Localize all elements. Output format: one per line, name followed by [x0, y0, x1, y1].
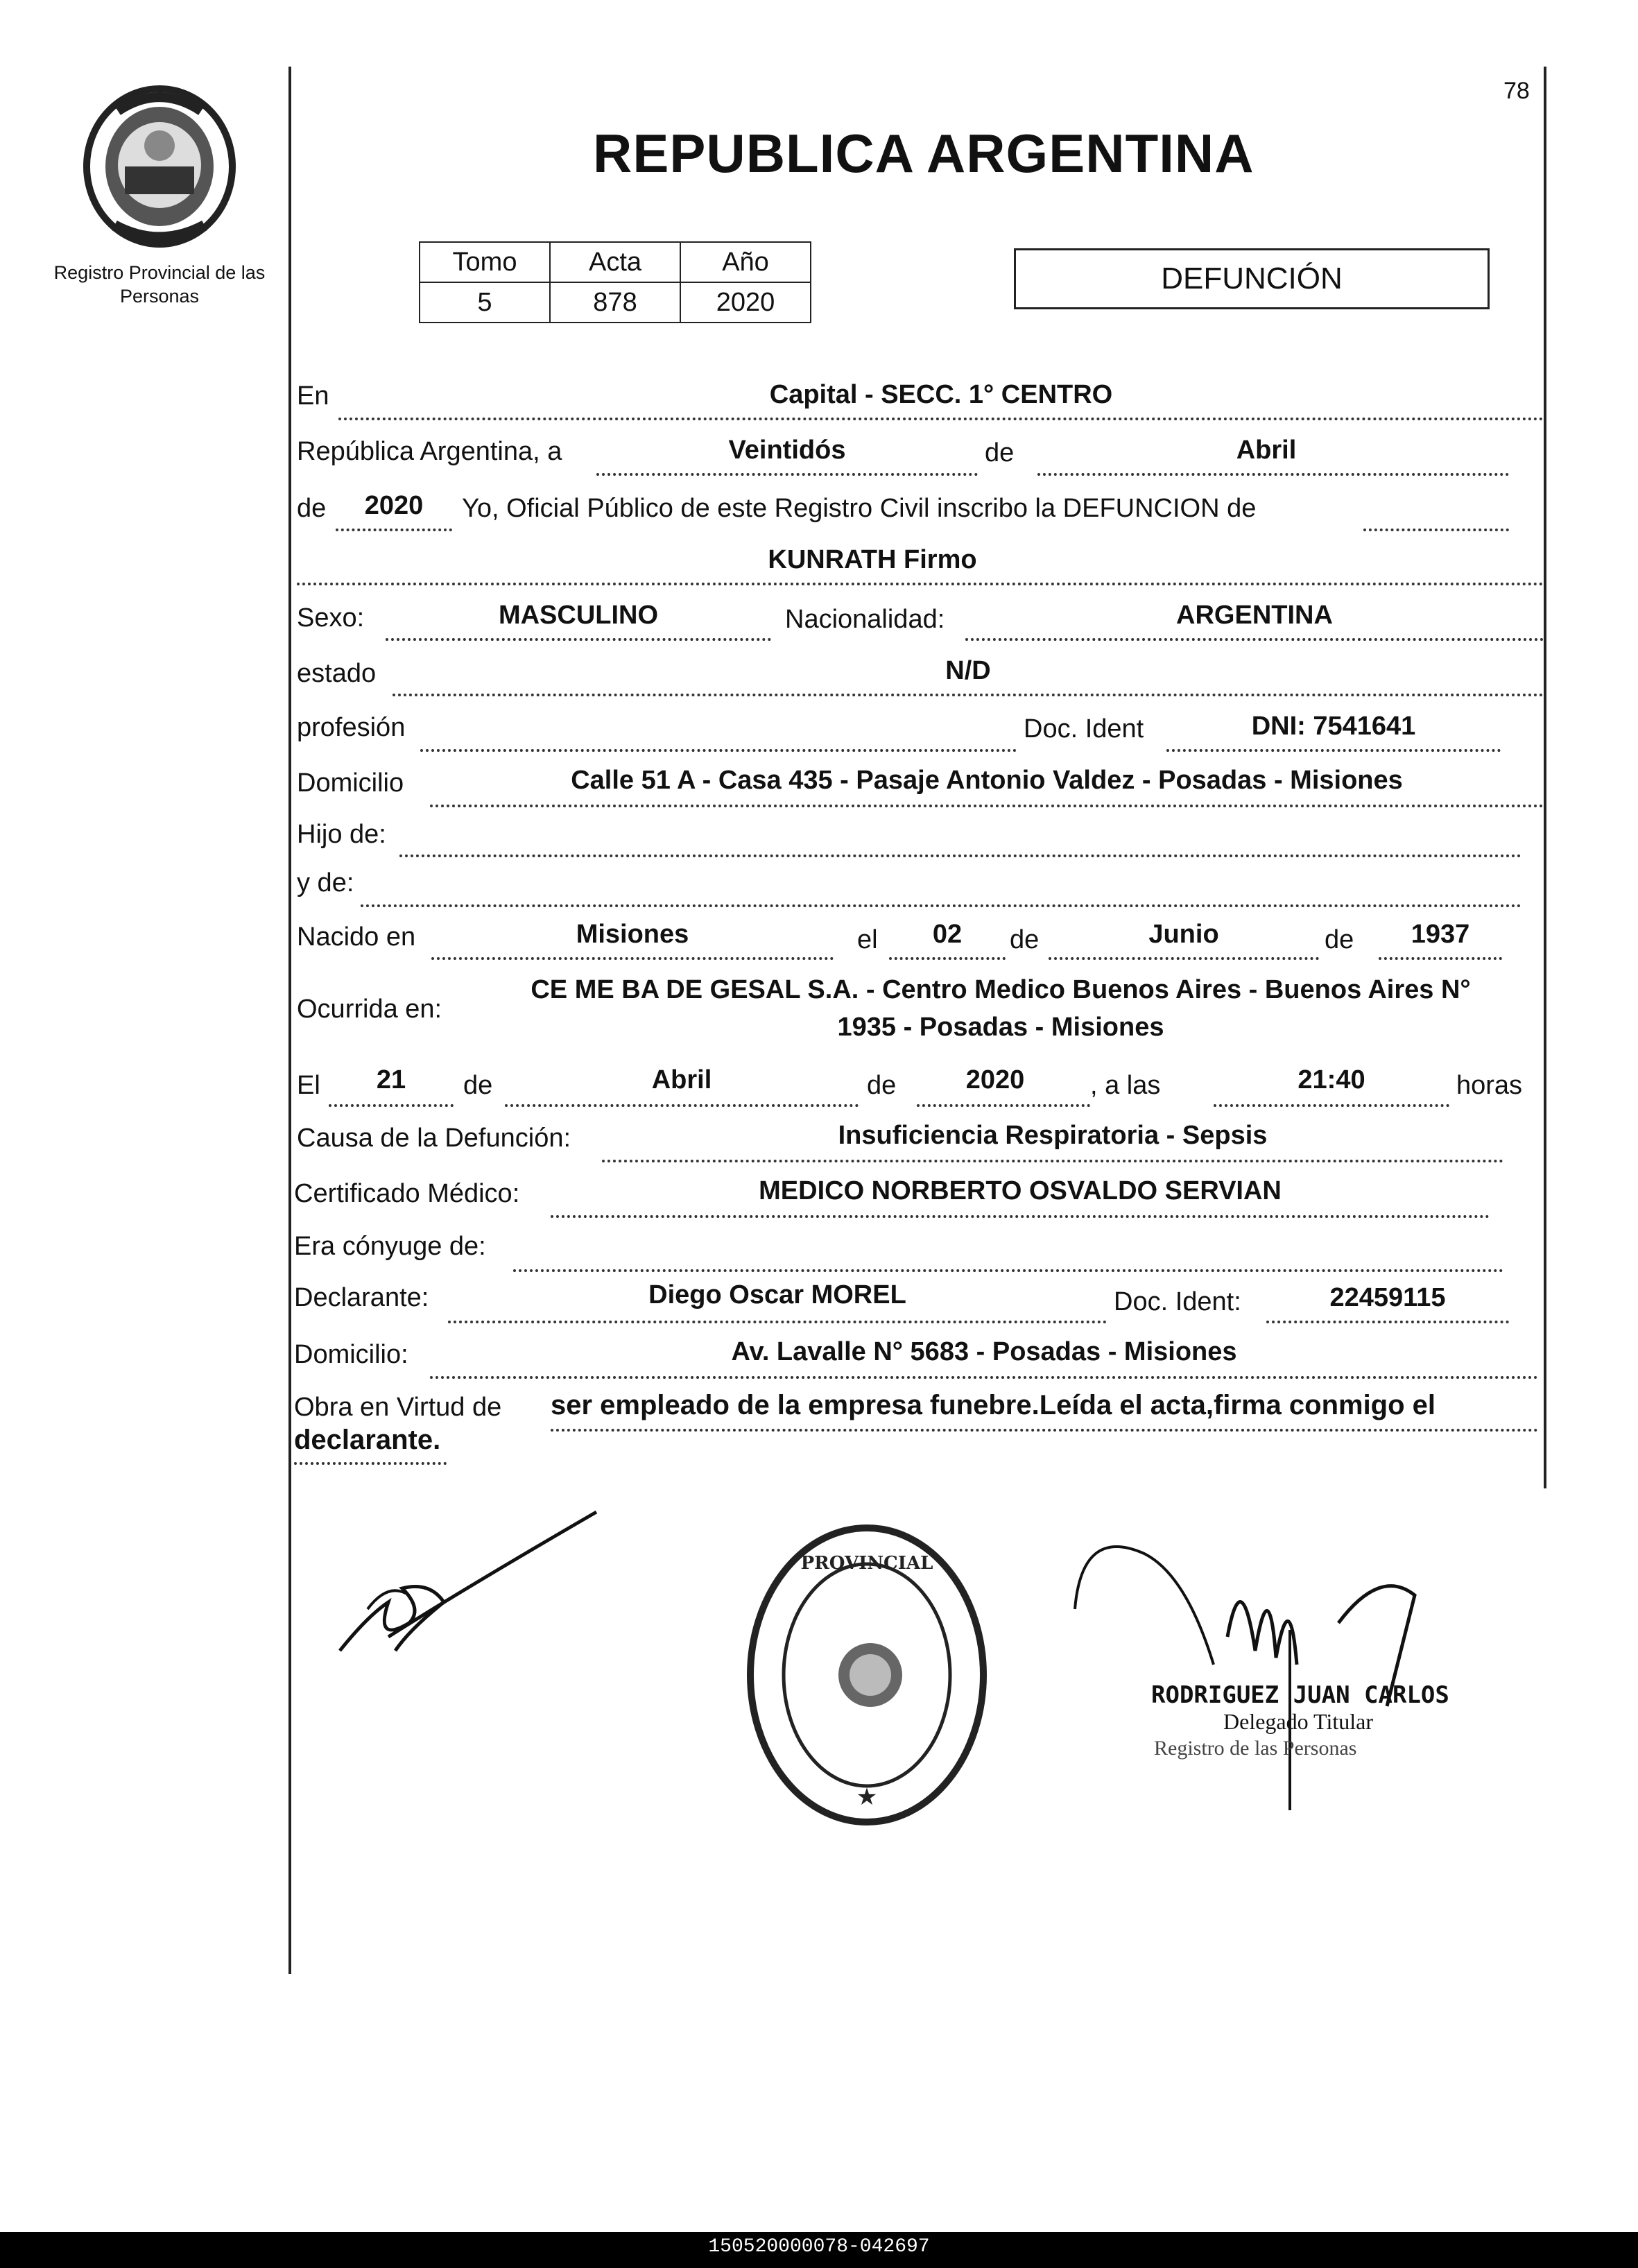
certificado-label: Certificado Médico:	[294, 1179, 520, 1208]
official-org: Registro de las Personas	[1154, 1737, 1357, 1760]
doc-ident2-line	[1266, 1321, 1509, 1323]
alas-label: , a las	[1090, 1071, 1161, 1100]
birth-month-value: Junio	[1148, 920, 1219, 949]
causa-line	[602, 1160, 1503, 1162]
death-day-line	[329, 1104, 454, 1107]
name-value: KUNRATH Firmo	[768, 545, 977, 574]
organization-name: Registro Provincial de las Personas	[53, 262, 266, 307]
horas-label: horas	[1456, 1071, 1523, 1100]
value-acta: 878	[550, 282, 680, 323]
doc-ident2-value: 22459115	[1329, 1283, 1446, 1312]
declarante-line	[448, 1321, 1107, 1323]
official-role: Delegado Titular	[1223, 1709, 1373, 1734]
header-acta: Acta	[550, 242, 680, 282]
estado-value: N/D	[945, 656, 991, 685]
conyuge-label: Era cónyuge de:	[294, 1232, 486, 1261]
el-label: el	[857, 925, 878, 954]
day-line	[596, 473, 978, 476]
death-month-value: Abril	[651, 1065, 712, 1094]
profesion-label: profesión	[297, 713, 406, 742]
birth-month-line	[1049, 957, 1319, 960]
nacionalidad-label: Nacionalidad:	[785, 605, 945, 634]
en-line	[338, 418, 1544, 420]
ocurrida-line2: 1935 - Posadas - Misiones	[837, 1013, 1164, 1042]
ocurrida-line1: CE ME BA DE GESAL S.A. - Centro Medico Buenos Aires - Buenos Aires N°	[531, 975, 1471, 1004]
official-stamp-icon	[742, 1519, 992, 1831]
estado-label: estado	[297, 659, 377, 688]
document-title: REPUBLICA ARGENTINA	[593, 123, 1255, 184]
doc-ident-value: DNI: 7541641	[1251, 712, 1416, 741]
de6-label: de	[867, 1071, 897, 1100]
death-month-line	[505, 1104, 859, 1107]
birth-day-value: 02	[932, 920, 963, 949]
official-name: RODRIGUEZ JUAN CARLOS	[1151, 1681, 1449, 1709]
registry-table-header-row	[420, 242, 811, 282]
certificado-value: MEDICO NORBERTO OSVALDO SERVIAN	[759, 1176, 1282, 1205]
nacionalidad-value: ARGENTINA	[1176, 601, 1333, 630]
official-signature-icon	[1061, 1526, 1533, 1817]
de2-label: de	[297, 494, 327, 523]
el2-label: El	[297, 1071, 320, 1100]
certificado-line	[551, 1215, 1490, 1218]
value-ano: 2020	[680, 282, 811, 323]
domicilio-value: Calle 51 A - Casa 435 - Pasaje Antonio Valdez - Posadas - Misiones	[571, 766, 1403, 795]
obra-label: Obra en Virtud de	[294, 1393, 502, 1422]
doc-ident2-label: Doc. Ident:	[1114, 1287, 1241, 1316]
doc-ident-label: Doc. Ident	[1024, 714, 1144, 744]
nacido-label: Nacido en	[297, 922, 416, 952]
svg-text:PROVINCIAL: PROVINCIAL	[800, 1553, 933, 1574]
province-seal-icon	[76, 83, 243, 250]
domicilio2-value: Av. Lavalle N° 5683 - Posadas - Misiones	[731, 1337, 1237, 1366]
death-year-value: 2020	[965, 1065, 1025, 1094]
sexo-value: MASCULINO	[498, 601, 659, 630]
hijo-line	[399, 854, 1521, 857]
footer-code: 150520000078-042697	[708, 2236, 930, 2258]
header-tomo: Tomo	[420, 242, 550, 282]
yde-label: y de:	[297, 868, 354, 897]
causa-value: Insuficiencia Respiratoria - Sepsis	[838, 1121, 1268, 1150]
doc-ident-line	[1166, 749, 1501, 752]
de-label: de	[985, 438, 1015, 467]
declarante-value: Diego Oscar MOREL	[648, 1280, 906, 1309]
year-line	[336, 529, 452, 531]
domicilio-line	[430, 805, 1544, 807]
svg-text:★: ★	[856, 1783, 878, 1811]
declarant-signature-icon	[326, 1505, 603, 1665]
sexo-label: Sexo:	[297, 603, 365, 633]
de4-label: de	[1325, 925, 1354, 954]
obra-line1	[551, 1429, 1538, 1432]
year-value: 2020	[364, 491, 424, 520]
day-value: Veintidós	[728, 436, 846, 465]
month-value: Abril	[1236, 436, 1297, 465]
profesion-line	[420, 749, 1017, 752]
page-number: 78	[1503, 78, 1530, 104]
domicilio2-line	[430, 1376, 1538, 1379]
domicilio-label: Domicilio	[297, 768, 404, 798]
document-type-box: DEFUNCIÓN	[1014, 248, 1490, 309]
republica-label: República Argentina, a	[297, 437, 562, 466]
nacido-value: Misiones	[576, 920, 689, 949]
month-line	[1037, 473, 1509, 476]
right-margin-line	[1544, 67, 1546, 1488]
value-tomo: 5	[420, 282, 550, 323]
header-ano: Año	[680, 242, 811, 282]
de5-label: de	[463, 1071, 493, 1100]
en-value: Capital - SECC. 1° CENTRO	[769, 380, 1113, 409]
left-margin-line	[288, 67, 291, 1974]
death-day-value: 21	[376, 1065, 406, 1094]
causa-label: Causa de la Defunción:	[297, 1124, 571, 1153]
de3-label: de	[1010, 925, 1040, 954]
registry-table	[419, 241, 811, 323]
en-label: En	[297, 381, 329, 411]
domicilio2-label: Domicilio:	[294, 1340, 408, 1369]
birth-day-line	[889, 957, 1006, 960]
death-year-line	[917, 1104, 1090, 1107]
nacionalidad-line	[965, 638, 1544, 641]
yde-line	[361, 904, 1521, 907]
conyuge-line	[513, 1269, 1503, 1272]
sexo-line	[386, 638, 771, 641]
inscribo-text: Yo, Oficial Público de este Registro Civil inscribo la DEFUNCION de	[462, 494, 1257, 523]
name-line	[297, 583, 1544, 585]
obra-value-line1: ser empleado de la empresa funebre.Leída el acta,firma conmigo el	[551, 1390, 1436, 1420]
death-time-value: 21:40	[1298, 1065, 1365, 1094]
hijo-label: Hijo de:	[297, 820, 386, 849]
obra-line2	[294, 1462, 447, 1465]
death-time-line	[1214, 1104, 1449, 1107]
registry-table-value-row	[420, 282, 811, 323]
birth-year-value: 1937	[1411, 920, 1470, 949]
ocurrida-label: Ocurrida en:	[297, 995, 442, 1024]
nacido-line	[431, 957, 834, 960]
birth-year-line	[1379, 957, 1502, 960]
declarante-label: Declarante:	[294, 1283, 429, 1312]
obra-value-line2: declarante.	[294, 1425, 441, 1455]
estado-line	[393, 694, 1544, 696]
inscribo-line	[1363, 529, 1509, 531]
